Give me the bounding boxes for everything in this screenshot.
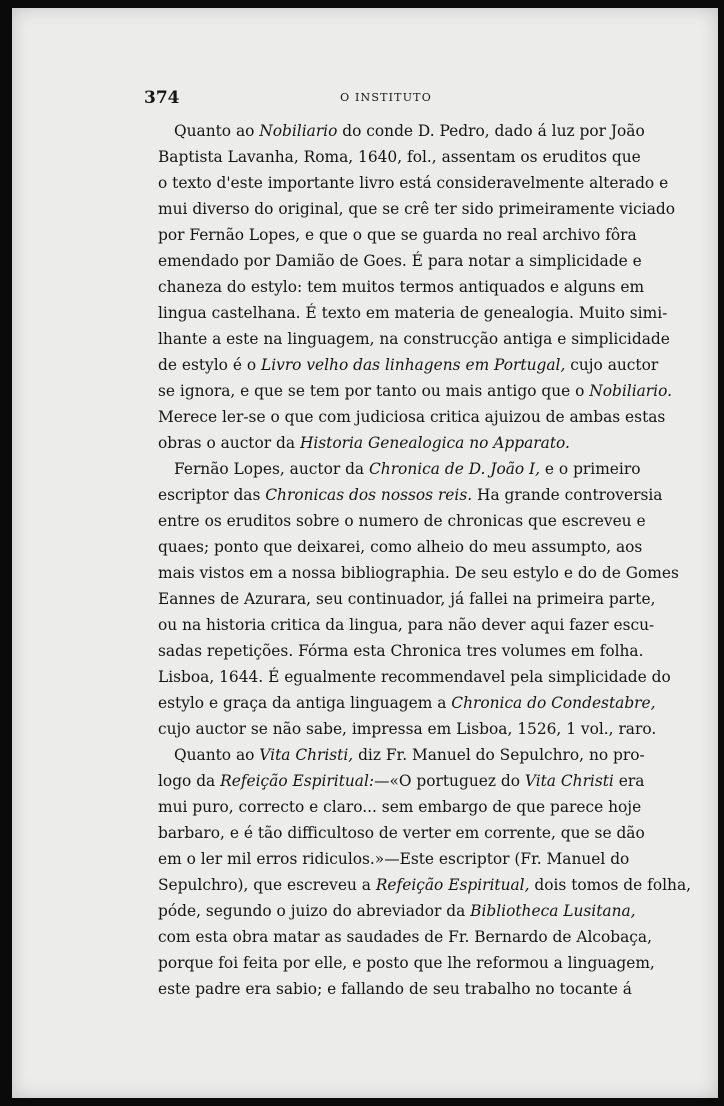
text-segment: Baptista Lavanha, Roma, 1640, fol., assentam os eruditos que — [158, 148, 641, 166]
text-segment: mui diverso do original, que se crê ter sido primeiramente viciado — [158, 200, 675, 218]
text-line — [158, 612, 655, 638]
italic-title-text: Chronica do Condestabre, — [451, 694, 656, 712]
text-segment: —«O portuguez do — [374, 772, 525, 790]
text-line — [158, 430, 628, 456]
text-segment: ou na historia critica da lingua, para não dever aqui fazer escu- — [158, 616, 655, 634]
text-segment: sadas repetições. Fórma esta Chronica tres volumes em folha. — [158, 642, 644, 660]
text-line — [158, 638, 644, 664]
text-line — [158, 820, 645, 846]
text-line — [158, 716, 657, 742]
text-segment: Fernão Lopes, auctor da — [174, 460, 370, 478]
text-line — [158, 586, 656, 612]
text-line — [158, 248, 642, 274]
text-line — [158, 846, 628, 872]
text-line — [158, 118, 645, 144]
text-segment: o texto d'este importante livro está consideravelmente alterado e — [158, 174, 669, 192]
text-segment: entre os eruditos sobre o numero de chronicas que escreveu e — [158, 512, 646, 530]
text-segment: Quanto ao — [174, 746, 260, 764]
text-segment: Sepulchro), que escreveu a — [158, 876, 376, 894]
text-line — [158, 924, 652, 950]
text-segment: Lisboa, 1644. É egualmente recommendavel pela simplicidade do — [158, 668, 671, 686]
text-segment: lingua castelhana. É texto em materia de genealogia. Muito simi- — [158, 304, 668, 322]
text-line — [158, 560, 679, 586]
text-line — [158, 144, 641, 170]
text-line — [158, 196, 675, 222]
text-segment: quaes; ponto que deixarei, como alheio do meu assumpto, aos — [158, 538, 643, 556]
text-segment: mais vistos em a nossa bibliographia. De seu estylo e do de Gomes — [158, 564, 679, 582]
running-head: O INSTITUTO — [340, 91, 432, 104]
text-line — [158, 326, 670, 352]
text-line — [158, 872, 692, 898]
text-segment: estylo e graça da antiga linguagem a — [158, 694, 452, 712]
text-segment: com esta obra matar as saudades de Fr. Bernardo de Alcobaça, — [158, 928, 652, 946]
text-segment: escriptor das — [158, 486, 266, 504]
text-segment: de estylo é o — [158, 356, 261, 374]
text-line — [158, 274, 645, 300]
text-line — [158, 456, 641, 482]
text-line — [158, 222, 637, 248]
text-line — [158, 664, 671, 690]
text-line — [158, 300, 668, 326]
text-segment: porque foi feita por elle, e posto que lhe reformou a linguagem, — [158, 954, 655, 972]
italic-title-text: Nobiliario — [259, 122, 338, 140]
italic-title-text: Refeição Espiritual, — [375, 876, 530, 894]
text-segment: lhante a este na linguagem, na construcção antiga e simplicidade — [158, 330, 670, 348]
text-line — [158, 508, 646, 534]
text-line — [158, 404, 666, 430]
text-segment: mui puro, correcto e claro... sem embargo de que parece hoje — [158, 798, 642, 816]
italic-title-text: Historia Genealogica no Apparato. — [299, 434, 570, 452]
italic-title-text: Vita Christi — [524, 772, 614, 790]
page-header — [144, 88, 628, 110]
text-line — [158, 794, 642, 820]
text-segment: por Fernão Lopes, e que o que se guarda no real archivo fôra — [158, 226, 637, 244]
text-segment: póde, segundo o juizo do abreviador da — [158, 902, 471, 920]
italic-title-text: Refeição Espiritual: — [220, 772, 375, 790]
text-segment: obras o auctor da — [158, 434, 300, 452]
text-line — [158, 898, 636, 924]
text-line — [158, 482, 663, 508]
text-segment: chaneza do estylo: tem muitos termos antiquados e alguns em — [158, 278, 645, 296]
text-segment: Quanto ao — [174, 122, 260, 140]
text-line — [158, 976, 632, 1002]
text-segment: dois tomos de folha, — [529, 876, 692, 894]
text-segment: cujo auctor se não sabe, impressa em Lisboa, 1526, 1 vol., raro. — [158, 720, 657, 738]
page-number: 374 — [144, 88, 180, 108]
text-line — [158, 534, 643, 560]
body-text — [158, 118, 692, 1002]
text-segment: barbaro, e é tão difficultoso de verter em corrente, que se dão — [158, 824, 645, 842]
text-segment: emendado por Damião de Goes. É para notar a simplicidade e — [158, 252, 642, 270]
text-line — [158, 950, 655, 976]
text-segment: cujo auctor — [565, 356, 659, 374]
text-segment: e o primeiro — [540, 460, 641, 478]
text-segment: Ha grande controversia — [472, 486, 663, 504]
text-segment: Merece ler-se o que com judiciosa critica ajuizou de ambas estas — [158, 408, 666, 426]
italic-title-text: Nobiliario. — [589, 382, 672, 400]
text-segment: Eannes de Azurara, seu continuador, já fallei na primeira parte, — [158, 590, 656, 608]
text-line — [158, 768, 645, 794]
text-line — [158, 170, 669, 196]
text-segment: logo da — [158, 772, 221, 790]
text-segment: diz Fr. Manuel do Sepulchro, no pro- — [353, 746, 645, 764]
text-line — [158, 690, 656, 716]
text-segment: era — [613, 772, 645, 790]
italic-title-text: Chronica de D. João I, — [369, 460, 541, 478]
text-segment: se ignora, e que se tem por tanto ou mais antigo que o — [158, 382, 590, 400]
text-line — [158, 742, 645, 768]
text-segment: do conde D. Pedro, dado á luz por João — [337, 122, 645, 140]
italic-title-text: Livro velho das linhagens em Portugal, — [260, 356, 566, 374]
text-line — [158, 378, 672, 404]
italic-title-text: Chronicas dos nossos reis. — [265, 486, 473, 504]
italic-title-text: Vita Christi, — [259, 746, 354, 764]
text-segment: este padre era sabio; e fallando de seu trabalho no tocante á — [158, 980, 632, 998]
text-line — [158, 352, 659, 378]
italic-title-text: Bibliotheca Lusitana, — [470, 902, 636, 920]
text-segment: em o ler mil erros ridiculos.»—Este escriptor (Fr. Manuel do — [158, 850, 630, 868]
